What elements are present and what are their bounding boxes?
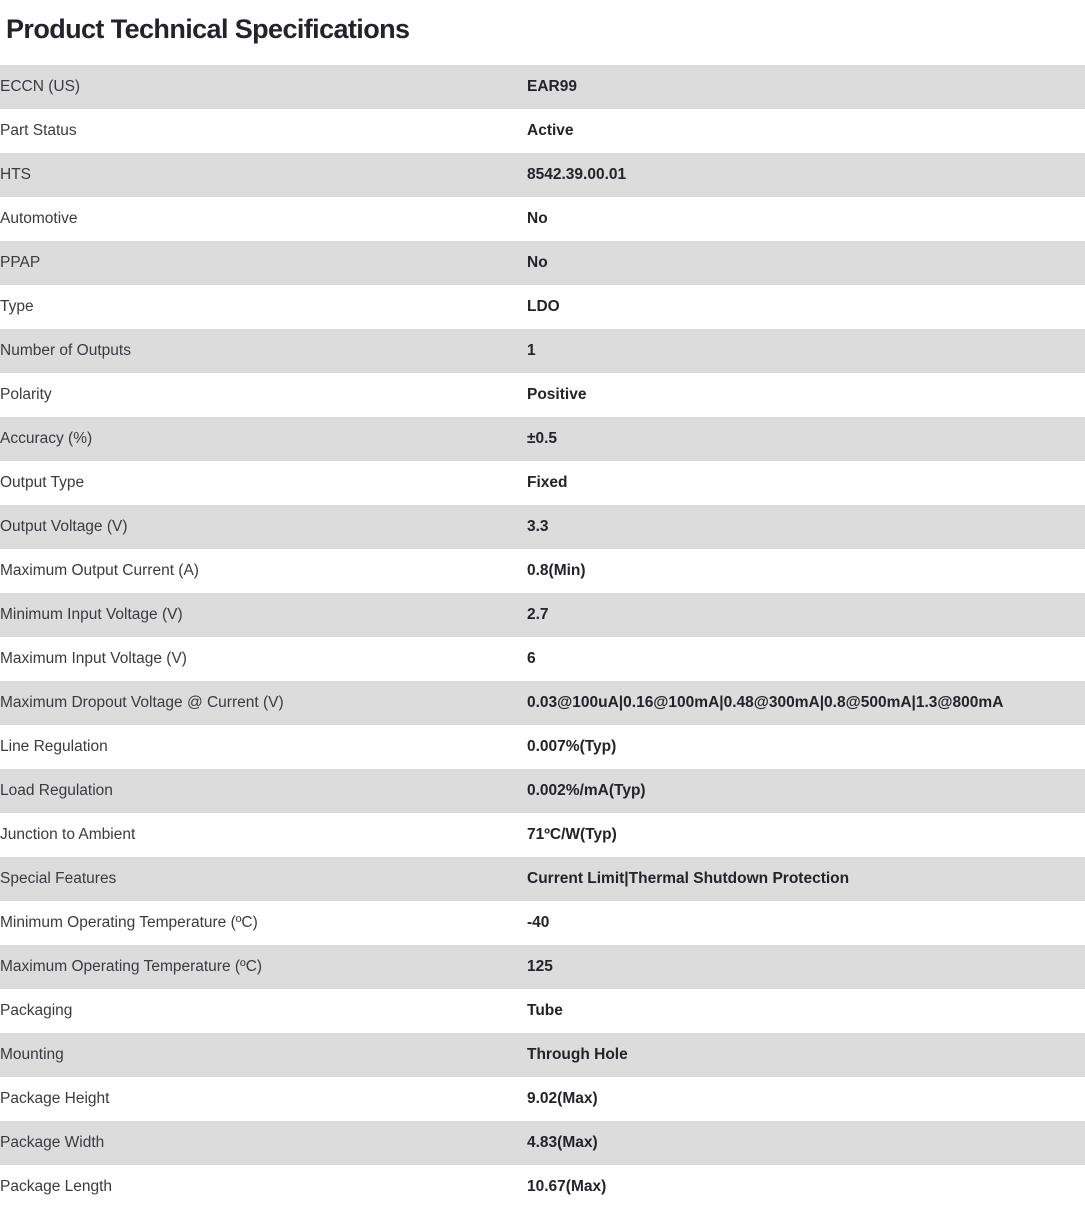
table-row — [0, 1121, 1085, 1165]
spec-value: Fixed — [527, 474, 568, 491]
spec-value: ±0.5 — [527, 430, 558, 447]
spec-label: Accuracy (%) — [0, 430, 93, 447]
spec-value: 71ºC/W(Typ) — [527, 826, 617, 843]
spec-value: Through Hole — [527, 1046, 628, 1063]
spec-label: Line Regulation — [0, 738, 108, 755]
spec-label: HTS — [0, 166, 31, 183]
table-row — [0, 65, 1085, 109]
table-row — [0, 197, 1085, 241]
spec-label: Output Voltage (V) — [0, 518, 128, 535]
spec-label: Maximum Operating Temperature (ºC) — [0, 958, 263, 975]
table-row — [0, 593, 1085, 637]
table-row — [0, 989, 1085, 1033]
spec-value: Positive — [527, 386, 587, 403]
spec-label: Load Regulation — [0, 782, 113, 799]
spec-value: 3.3 — [527, 518, 549, 535]
table-row — [0, 857, 1085, 901]
table-row — [0, 637, 1085, 681]
spec-value: LDO — [527, 298, 560, 315]
spec-label: ECCN (US) — [0, 78, 81, 95]
table-row — [0, 901, 1085, 945]
table-row — [0, 373, 1085, 417]
table-row — [0, 329, 1085, 373]
spec-label: Number of Outputs — [0, 342, 131, 359]
spec-value: 10.67(Max) — [527, 1178, 607, 1195]
spec-value: 0.007%(Typ) — [527, 738, 617, 755]
product-specifications-page — [0, 14, 1085, 1209]
spec-value: EAR99 — [527, 78, 577, 95]
table-row — [0, 241, 1085, 285]
spec-value: Tube — [527, 1002, 563, 1019]
spec-label: Minimum Operating Temperature (ºC) — [0, 914, 258, 931]
spec-label: Package Height — [0, 1090, 110, 1107]
spec-value: No — [527, 254, 548, 271]
table-row — [0, 549, 1085, 593]
table-row — [0, 417, 1085, 461]
spec-value: 4.83(Max) — [527, 1134, 598, 1151]
page-title: Product Technical Specifications — [6, 14, 410, 44]
table-row — [0, 945, 1085, 989]
spec-value: -40 — [527, 914, 550, 931]
spec-label: Package Width — [0, 1134, 105, 1151]
spec-value: 1 — [527, 342, 536, 359]
spec-label: Maximum Dropout Voltage @ Current (V) — [0, 694, 284, 711]
table-row — [0, 1165, 1085, 1209]
spec-value: 8542.39.00.01 — [527, 166, 627, 183]
spec-label: Maximum Output Current (A) — [0, 562, 199, 579]
table-row — [0, 505, 1085, 549]
spec-value: No — [527, 210, 548, 227]
spec-label: Package Length — [0, 1178, 113, 1195]
specifications-table-body — [0, 65, 1085, 1209]
spec-value: 6 — [527, 650, 536, 667]
spec-value: Active — [527, 122, 574, 139]
table-row — [0, 1033, 1085, 1077]
spec-value: 0.002%/mA(Typ) — [527, 782, 646, 799]
spec-label: Output Type — [0, 474, 85, 491]
spec-value: 0.03@100uA|0.16@100mA|0.48@300mA|0.8@500mA|1.3@800mA — [527, 694, 1004, 711]
spec-label: Type — [0, 298, 34, 315]
table-row — [0, 153, 1085, 197]
table-row — [0, 1077, 1085, 1121]
spec-label: Automotive — [0, 210, 78, 227]
spec-value: 2.7 — [527, 606, 549, 623]
table-row — [0, 725, 1085, 769]
table-row — [0, 813, 1085, 857]
table-row — [0, 769, 1085, 813]
spec-label: Maximum Input Voltage (V) — [0, 650, 187, 667]
spec-label: Packaging — [0, 1002, 73, 1019]
spec-label: Minimum Input Voltage (V) — [0, 606, 183, 623]
table-row — [0, 681, 1085, 725]
spec-value: 9.02(Max) — [527, 1090, 598, 1107]
spec-value: Current Limit|Thermal Shutdown Protection — [527, 870, 850, 887]
table-row — [0, 461, 1085, 505]
spec-value: 125 — [527, 958, 553, 975]
spec-label: Special Features — [0, 870, 117, 887]
spec-label: Part Status — [0, 122, 77, 139]
spec-label: Mounting — [0, 1046, 64, 1063]
spec-label: PPAP — [0, 254, 41, 271]
table-row — [0, 109, 1085, 153]
spec-label: Polarity — [0, 386, 52, 403]
spec-label: Junction to Ambient — [0, 826, 136, 843]
specifications-table — [0, 65, 1085, 1209]
table-row — [0, 285, 1085, 329]
spec-value: 0.8(Min) — [527, 562, 586, 579]
